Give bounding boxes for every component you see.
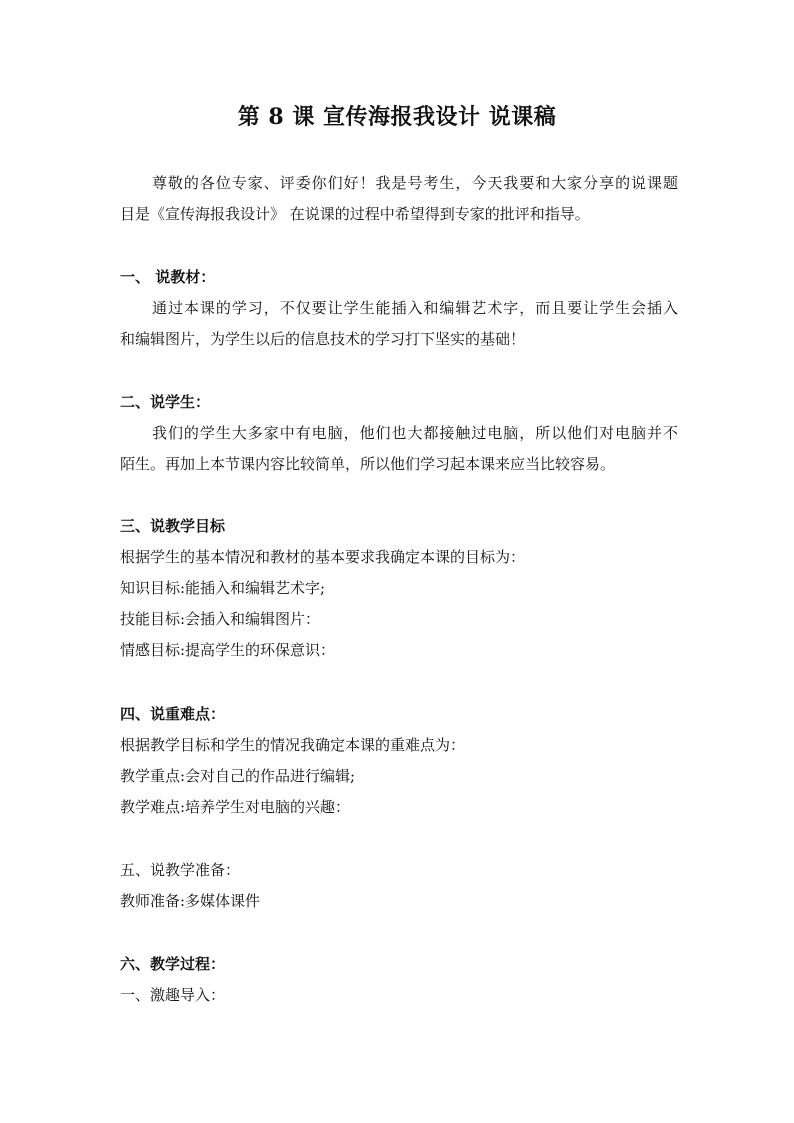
section-line: 技能目标:会插入和编辑图片： — [120, 610, 321, 628]
section-line: 通过本课的学习，不仅要让学生能插入和编辑艺术字，而且要让学生会插入 — [152, 299, 678, 317]
section-teaching-process — [120, 949, 678, 1011]
section-teaching-goals — [120, 511, 678, 666]
section-heading: 四、说重难点： — [120, 705, 226, 723]
section-line: 情感目标:提高学生的环保意识： — [120, 641, 336, 659]
section-line: 根据学生的基本情况和教材的基本要求我确定本课的目标为： — [120, 548, 526, 566]
intro-line-2: 目是《宣传海报我设计》 在说课的过程中希望得到专家的批评和指导。 — [120, 205, 590, 223]
section-line: 陌生。再加上本节课内容比较简单，所以他们学习起本课来应当比较容易。 — [120, 455, 616, 473]
section-line: 一、激趣导入： — [120, 986, 226, 1004]
section-heading: 三、说教学目标 — [120, 517, 226, 535]
section-line: 我们的学生大多家中有电脑，他们也大都接触过电脑，所以他们对电脑并不 — [152, 424, 678, 442]
section-students — [120, 387, 678, 480]
section-preparation — [120, 855, 678, 917]
section-line: 教师准备:多媒体课件 — [120, 892, 261, 910]
section-line: 教学重点:会对自己的作品进行编辑; — [120, 767, 356, 785]
section-key-points — [120, 699, 678, 823]
page-title: 第 8 课 宣传海报我设计 说课稿 — [237, 104, 557, 130]
intro-paragraph — [120, 168, 678, 230]
section-teaching-material — [120, 262, 678, 355]
section-line: 根据教学目标和学生的情况我确定本课的重难点为： — [120, 736, 466, 754]
section-heading: 五、说教学准备： — [120, 861, 241, 879]
section-heading: 六、教学过程： — [120, 955, 226, 973]
section-line: 教学难点:培养学生对电脑的兴趣： — [120, 798, 351, 816]
section-heading: 一、 说教材： — [120, 268, 216, 286]
section-line: 知识目标:能插入和编辑艺术字; — [120, 579, 326, 597]
section-heading: 二、说学生： — [120, 393, 211, 411]
section-line: 和编辑图片，为学生以后的信息技术的学习打下坚实的基础！ — [120, 330, 526, 348]
intro-line-1: 尊敬的各位专家、评委你们好！我是号考生，今天我要和大家分享的说课题 — [152, 174, 678, 192]
